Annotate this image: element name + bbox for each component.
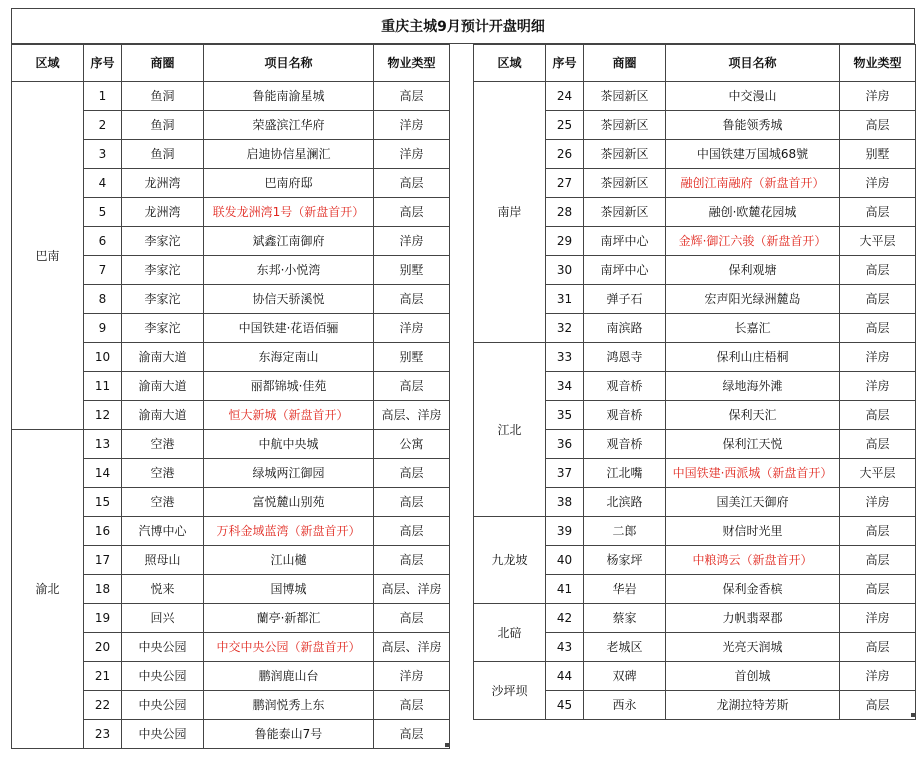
project-cell[interactable]: 保利天汇 xyxy=(666,401,840,430)
district-cell[interactable]: 渝南大道 xyxy=(122,372,204,401)
district-cell[interactable]: 空港 xyxy=(122,488,204,517)
district-cell[interactable]: 二郎 xyxy=(584,517,666,546)
number-cell[interactable]: 5 xyxy=(84,198,122,227)
number-cell[interactable]: 19 xyxy=(84,604,122,633)
type-cell[interactable]: 高层 xyxy=(840,198,916,227)
type-cell[interactable]: 高层、洋房 xyxy=(374,401,450,430)
type-cell[interactable]: 高层 xyxy=(374,285,450,314)
district-cell[interactable]: 回兴 xyxy=(122,604,204,633)
number-cell[interactable]: 11 xyxy=(84,372,122,401)
district-cell[interactable]: 龙洲湾 xyxy=(122,198,204,227)
type-cell[interactable]: 洋房 xyxy=(840,662,916,691)
district-cell[interactable]: 华岩 xyxy=(584,575,666,604)
district-cell[interactable]: 中央公园 xyxy=(122,720,204,749)
project-cell[interactable]: 斌鑫江南御府 xyxy=(204,227,374,256)
number-cell[interactable]: 30 xyxy=(546,256,584,285)
number-cell[interactable]: 39 xyxy=(546,517,584,546)
type-cell[interactable]: 高层 xyxy=(374,517,450,546)
district-cell[interactable]: 中央公园 xyxy=(122,633,204,662)
table-row xyxy=(12,430,450,459)
project-cell[interactable]: 财信时光里 xyxy=(666,517,840,546)
number-cell[interactable]: 12 xyxy=(84,401,122,430)
district-cell[interactable]: 鸿恩寺 xyxy=(584,343,666,372)
district-cell[interactable]: 李家沱 xyxy=(122,285,204,314)
number-cell[interactable]: 8 xyxy=(84,285,122,314)
number-cell[interactable]: 7 xyxy=(84,256,122,285)
project-cell[interactable]: 中航中央城 xyxy=(204,430,374,459)
number-cell[interactable]: 43 xyxy=(546,633,584,662)
project-cell[interactable]: 宏声阳光绿洲麓岛 xyxy=(666,285,840,314)
region-cell[interactable]: 江北 xyxy=(474,343,546,517)
number-cell[interactable]: 24 xyxy=(546,82,584,111)
number-cell[interactable]: 16 xyxy=(84,517,122,546)
district-cell[interactable]: 江北嘴 xyxy=(584,459,666,488)
number-cell[interactable]: 21 xyxy=(84,662,122,691)
district-cell[interactable]: 渝南大道 xyxy=(122,401,204,430)
number-cell[interactable]: 35 xyxy=(546,401,584,430)
number-cell[interactable]: 17 xyxy=(84,546,122,575)
number-cell[interactable]: 40 xyxy=(546,546,584,575)
project-cell[interactable]: 东邦·小悦湾 xyxy=(204,256,374,285)
district-cell[interactable]: 杨家坪 xyxy=(584,546,666,575)
number-cell[interactable]: 9 xyxy=(84,314,122,343)
project-cell[interactable]: 中交中央公园（新盘首开） xyxy=(204,633,374,662)
header-district[interactable]: 商圈 xyxy=(122,45,204,82)
type-cell[interactable]: 洋房 xyxy=(840,343,916,372)
district-cell[interactable]: 北滨路 xyxy=(584,488,666,517)
table-row xyxy=(474,604,916,633)
project-cell[interactable]: 江山樾 xyxy=(204,546,374,575)
district-cell[interactable]: 李家沱 xyxy=(122,314,204,343)
project-cell[interactable]: 鲁能泰山7号 xyxy=(204,720,374,749)
number-cell[interactable]: 22 xyxy=(84,691,122,720)
type-cell[interactable]: 高层 xyxy=(840,111,916,140)
district-cell[interactable]: 观音桥 xyxy=(584,401,666,430)
region-cell[interactable]: 沙坪坝 xyxy=(474,662,546,720)
number-cell[interactable]: 42 xyxy=(546,604,584,633)
number-cell[interactable]: 41 xyxy=(546,575,584,604)
sheet-title: 重庆主城9月预计开盘明细 xyxy=(11,8,915,44)
number-cell[interactable]: 13 xyxy=(84,430,122,459)
type-cell[interactable]: 高层 xyxy=(840,314,916,343)
district-cell[interactable]: 悦来 xyxy=(122,575,204,604)
project-cell[interactable]: 保利观塘 xyxy=(666,256,840,285)
district-cell[interactable]: 观音桥 xyxy=(584,372,666,401)
project-cell[interactable]: 中粮鸿云（新盘首开） xyxy=(666,546,840,575)
number-cell[interactable]: 20 xyxy=(84,633,122,662)
type-cell[interactable]: 高层 xyxy=(840,401,916,430)
table-row xyxy=(474,82,916,111)
project-cell[interactable]: 力帆翡翠郡 xyxy=(666,604,840,633)
project-cell[interactable]: 绿城两江御园 xyxy=(204,459,374,488)
project-cell[interactable]: 富悦麓山别苑 xyxy=(204,488,374,517)
project-cell[interactable]: 中交漫山 xyxy=(666,82,840,111)
project-cell[interactable]: 首创城 xyxy=(666,662,840,691)
project-cell[interactable]: 融创江南融府（新盘首开） xyxy=(666,169,840,198)
district-cell[interactable]: 观音桥 xyxy=(584,430,666,459)
project-cell[interactable]: 国博城 xyxy=(204,575,374,604)
district-cell[interactable]: 照母山 xyxy=(122,546,204,575)
number-cell[interactable]: 29 xyxy=(546,227,584,256)
project-cell[interactable]: 金辉·御江六骏（新盘首开） xyxy=(666,227,840,256)
project-cell[interactable]: 丽都锦城·佳苑 xyxy=(204,372,374,401)
district-cell[interactable]: 汽博中心 xyxy=(122,517,204,546)
project-cell[interactable]: 保利金香槟 xyxy=(666,575,840,604)
district-cell[interactable]: 茶园新区 xyxy=(584,169,666,198)
district-cell[interactable]: 南滨路 xyxy=(584,314,666,343)
district-cell[interactable]: 茶园新区 xyxy=(584,82,666,111)
district-cell[interactable]: 茶园新区 xyxy=(584,111,666,140)
project-cell[interactable]: 龙湖拉特芳斯 xyxy=(666,691,840,720)
district-cell[interactable]: 龙洲湾 xyxy=(122,169,204,198)
header-district[interactable]: 商圈 xyxy=(584,45,666,82)
type-cell[interactable]: 高层 xyxy=(374,546,450,575)
region-cell[interactable]: 北碚 xyxy=(474,604,546,662)
district-cell[interactable]: 弹子石 xyxy=(584,285,666,314)
type-cell[interactable]: 洋房 xyxy=(840,372,916,401)
district-cell[interactable]: 鱼洞 xyxy=(122,140,204,169)
type-cell[interactable]: 高层 xyxy=(374,459,450,488)
number-cell[interactable]: 27 xyxy=(546,169,584,198)
project-cell[interactable]: 万科金域蓝湾（新盘首开） xyxy=(204,517,374,546)
number-cell[interactable]: 3 xyxy=(84,140,122,169)
header-number[interactable]: 序号 xyxy=(546,45,584,82)
project-cell[interactable]: 鲁能南渝星城 xyxy=(204,82,374,111)
type-cell[interactable]: 别墅 xyxy=(374,256,450,285)
type-cell[interactable]: 洋房 xyxy=(374,662,450,691)
table-row xyxy=(474,343,916,372)
fill-handle[interactable] xyxy=(911,713,915,717)
project-cell[interactable]: 中国铁建·西派城（新盘首开） xyxy=(666,459,840,488)
project-cell[interactable]: 荣盛滨江华府 xyxy=(204,111,374,140)
type-cell[interactable]: 洋房 xyxy=(374,111,450,140)
type-cell[interactable]: 高层 xyxy=(374,604,450,633)
number-cell[interactable]: 18 xyxy=(84,575,122,604)
number-cell[interactable]: 38 xyxy=(546,488,584,517)
project-cell[interactable]: 保利山庄梧桐 xyxy=(666,343,840,372)
number-cell[interactable]: 44 xyxy=(546,662,584,691)
type-cell[interactable]: 洋房 xyxy=(840,488,916,517)
type-cell[interactable]: 公寓 xyxy=(374,430,450,459)
type-cell[interactable]: 别墅 xyxy=(840,140,916,169)
number-cell[interactable]: 45 xyxy=(546,691,584,720)
header-project[interactable]: 项目名称 xyxy=(666,45,840,82)
number-cell[interactable]: 4 xyxy=(84,169,122,198)
type-cell[interactable]: 高层 xyxy=(840,285,916,314)
project-cell[interactable]: 国美江天御府 xyxy=(666,488,840,517)
district-cell[interactable]: 蔡家 xyxy=(584,604,666,633)
district-cell[interactable]: 中央公园 xyxy=(122,662,204,691)
number-cell[interactable]: 26 xyxy=(546,140,584,169)
type-cell[interactable]: 高层 xyxy=(840,691,916,720)
header-project[interactable]: 项目名称 xyxy=(204,45,374,82)
type-cell[interactable]: 洋房 xyxy=(374,227,450,256)
table-row xyxy=(474,517,916,546)
header-number[interactable]: 序号 xyxy=(84,45,122,82)
header-region[interactable]: 区域 xyxy=(12,45,84,82)
type-cell[interactable]: 高层 xyxy=(840,633,916,662)
type-cell[interactable]: 洋房 xyxy=(840,169,916,198)
type-cell[interactable]: 洋房 xyxy=(374,314,450,343)
type-cell[interactable]: 高层 xyxy=(374,691,450,720)
project-cell[interactable]: 光亮天润城 xyxy=(666,633,840,662)
project-cell[interactable]: 东海定南山 xyxy=(204,343,374,372)
district-cell[interactable]: 南坪中心 xyxy=(584,227,666,256)
number-cell[interactable]: 1 xyxy=(84,82,122,111)
project-cell[interactable]: 蘭亭·新都汇 xyxy=(204,604,374,633)
header-region[interactable]: 区域 xyxy=(474,45,546,82)
district-cell[interactable]: 双碑 xyxy=(584,662,666,691)
district-cell[interactable]: 西永 xyxy=(584,691,666,720)
number-cell[interactable]: 33 xyxy=(546,343,584,372)
project-cell[interactable]: 鹏润悦秀上东 xyxy=(204,691,374,720)
table-row xyxy=(474,662,916,691)
number-cell[interactable]: 2 xyxy=(84,111,122,140)
district-cell[interactable]: 空港 xyxy=(122,459,204,488)
header-type[interactable]: 物业类型 xyxy=(374,45,450,82)
project-cell[interactable]: 保利江天悦 xyxy=(666,430,840,459)
project-cell[interactable]: 鲁能领秀城 xyxy=(666,111,840,140)
type-cell[interactable]: 高层 xyxy=(840,575,916,604)
project-cell[interactable]: 启迪协信星澜汇 xyxy=(204,140,374,169)
district-cell[interactable]: 南坪中心 xyxy=(584,256,666,285)
fill-handle[interactable] xyxy=(445,743,449,747)
project-cell[interactable]: 中国铁建·花语佰骊 xyxy=(204,314,374,343)
number-cell[interactable]: 23 xyxy=(84,720,122,749)
project-cell[interactable]: 融创·欧麓花园城 xyxy=(666,198,840,227)
number-cell[interactable]: 10 xyxy=(84,343,122,372)
number-cell[interactable]: 15 xyxy=(84,488,122,517)
type-cell[interactable]: 别墅 xyxy=(374,343,450,372)
region-cell[interactable]: 渝北 xyxy=(12,430,84,749)
district-cell[interactable]: 茶园新区 xyxy=(584,198,666,227)
type-cell[interactable]: 高层 xyxy=(374,488,450,517)
type-cell[interactable]: 大平层 xyxy=(840,459,916,488)
number-cell[interactable]: 14 xyxy=(84,459,122,488)
type-cell[interactable]: 高层 xyxy=(374,720,450,749)
district-cell[interactable]: 鱼洞 xyxy=(122,111,204,140)
number-cell[interactable]: 32 xyxy=(546,314,584,343)
region-cell[interactable]: 南岸 xyxy=(474,82,546,343)
type-cell[interactable]: 大平层 xyxy=(840,227,916,256)
header-row xyxy=(12,45,450,82)
type-cell[interactable]: 高层、洋房 xyxy=(374,575,450,604)
region-cell[interactable]: 巴南 xyxy=(12,82,84,430)
type-cell[interactable]: 高层 xyxy=(840,546,916,575)
type-cell[interactable]: 高层 xyxy=(840,517,916,546)
right-table xyxy=(473,44,916,720)
number-cell[interactable]: 37 xyxy=(546,459,584,488)
type-cell[interactable]: 洋房 xyxy=(840,604,916,633)
number-cell[interactable]: 34 xyxy=(546,372,584,401)
district-cell[interactable]: 李家沱 xyxy=(122,256,204,285)
type-cell[interactable]: 洋房 xyxy=(840,82,916,111)
number-cell[interactable]: 31 xyxy=(546,285,584,314)
project-cell[interactable]: 长嘉汇 xyxy=(666,314,840,343)
header-type[interactable]: 物业类型 xyxy=(840,45,916,82)
number-cell[interactable]: 36 xyxy=(546,430,584,459)
district-cell[interactable]: 渝南大道 xyxy=(122,343,204,372)
number-cell[interactable]: 6 xyxy=(84,227,122,256)
table-row xyxy=(12,82,450,111)
type-cell[interactable]: 高层 xyxy=(374,372,450,401)
project-cell[interactable]: 巴南府邸 xyxy=(204,169,374,198)
type-cell[interactable]: 高层 xyxy=(374,169,450,198)
district-cell[interactable]: 中央公园 xyxy=(122,691,204,720)
project-cell[interactable]: 鹏润鹿山台 xyxy=(204,662,374,691)
region-cell[interactable]: 九龙坡 xyxy=(474,517,546,604)
district-cell[interactable]: 老城区 xyxy=(584,633,666,662)
number-cell[interactable]: 25 xyxy=(546,111,584,140)
type-cell[interactable]: 高层、洋房 xyxy=(374,633,450,662)
header-row xyxy=(474,45,916,82)
type-cell[interactable]: 高层 xyxy=(840,430,916,459)
district-cell[interactable]: 茶园新区 xyxy=(584,140,666,169)
number-cell[interactable]: 28 xyxy=(546,198,584,227)
project-cell[interactable]: 联发龙洲湾1号（新盘首开） xyxy=(204,198,374,227)
district-cell[interactable]: 李家沱 xyxy=(122,227,204,256)
project-cell[interactable]: 协信天骄溪悦 xyxy=(204,285,374,314)
district-cell[interactable]: 空港 xyxy=(122,430,204,459)
project-cell[interactable]: 恒大新城（新盘首开） xyxy=(204,401,374,430)
type-cell[interactable]: 洋房 xyxy=(374,140,450,169)
district-cell[interactable]: 鱼洞 xyxy=(122,82,204,111)
project-cell[interactable]: 中国铁建万国城68號 xyxy=(666,140,840,169)
project-cell[interactable]: 绿地海外滩 xyxy=(666,372,840,401)
left-table xyxy=(11,44,450,749)
type-cell[interactable]: 高层 xyxy=(374,82,450,111)
type-cell[interactable]: 高层 xyxy=(374,198,450,227)
type-cell[interactable]: 高层 xyxy=(840,256,916,285)
